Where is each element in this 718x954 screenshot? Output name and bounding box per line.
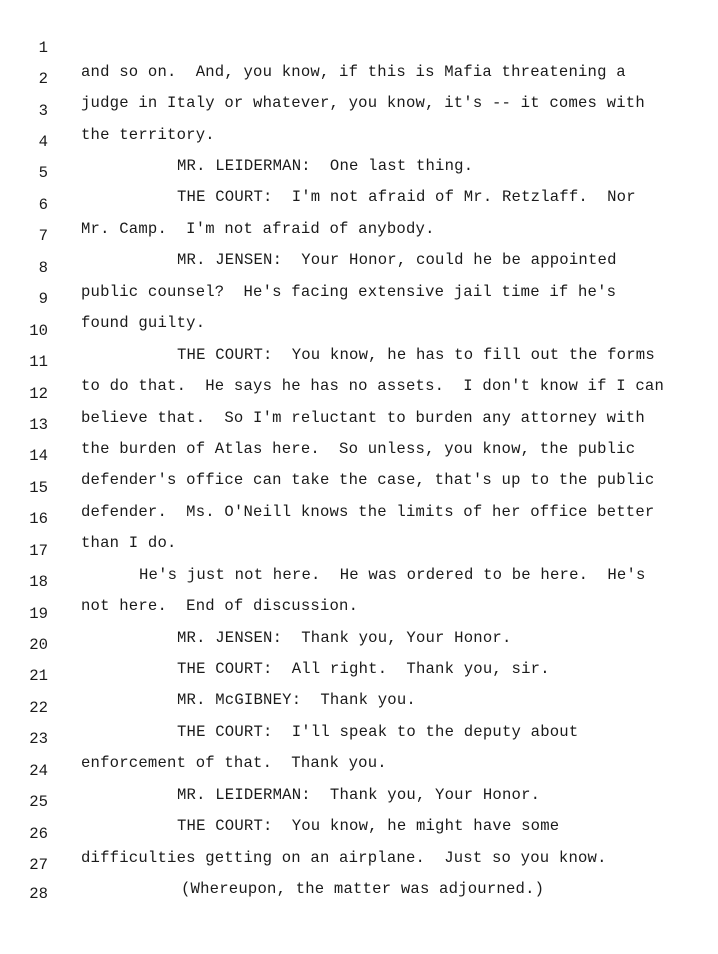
line-number: 15 bbox=[29, 479, 48, 497]
line-text: (Whereupon, the matter was adjourned.) bbox=[181, 880, 545, 898]
line-text: not here. End of discussion. bbox=[81, 597, 359, 615]
line-number: 6 bbox=[38, 196, 48, 214]
line-number: 17 bbox=[29, 542, 48, 560]
line-number: 1 bbox=[38, 39, 48, 57]
line-text: MR. LEIDERMAN: One last thing. bbox=[177, 157, 474, 175]
line-text: THE COURT: You know, he might have some bbox=[177, 817, 560, 835]
line-text: found guilty. bbox=[81, 314, 206, 332]
line-text: enforcement of that. Thank you. bbox=[81, 754, 387, 772]
line-number: 18 bbox=[29, 573, 48, 591]
line-text: defender. Ms. O'Neill knows the limits of her office better bbox=[81, 503, 655, 521]
line-number: 25 bbox=[29, 793, 48, 811]
line-text: defender's office can take the case, that's up to the public bbox=[81, 471, 655, 489]
line-number: 5 bbox=[38, 164, 48, 182]
line-text: He's just not here. He was ordered to be here. He's bbox=[139, 566, 646, 584]
line-number: 7 bbox=[38, 227, 48, 245]
line-number: 20 bbox=[29, 636, 48, 654]
line-text: THE COURT: I'm not afraid of Mr. Retzlaff. Nor bbox=[177, 188, 636, 206]
line-text: MR. JENSEN: Thank you, Your Honor. bbox=[177, 629, 512, 647]
line-number: 24 bbox=[29, 762, 48, 780]
line-text: THE COURT: All right. Thank you, sir. bbox=[177, 660, 550, 678]
line-number: 11 bbox=[29, 353, 48, 371]
line-number: 14 bbox=[29, 447, 48, 465]
line-number: 23 bbox=[29, 730, 48, 748]
line-number: 16 bbox=[29, 510, 48, 528]
line-number: 12 bbox=[29, 385, 48, 403]
line-number: 9 bbox=[38, 290, 48, 308]
line-number: 10 bbox=[29, 322, 48, 340]
line-text: MR. LEIDERMAN: Thank you, Your Honor. bbox=[177, 786, 541, 804]
line-text: MR. McGIBNEY: Thank you. bbox=[177, 691, 416, 709]
line-text: the burden of Atlas here. So unless, you know, the public bbox=[81, 440, 636, 458]
line-text: difficulties getting on an airplane. Just so you know. bbox=[81, 849, 607, 867]
line-number: 26 bbox=[29, 825, 48, 843]
line-number: 19 bbox=[29, 605, 48, 623]
line-number: 22 bbox=[29, 699, 48, 717]
line-number: 3 bbox=[38, 102, 48, 120]
line-text: THE COURT: I'll speak to the deputy about bbox=[177, 723, 579, 741]
line-number: 13 bbox=[29, 416, 48, 434]
line-text: believe that. So I'm reluctant to burden any attorney with bbox=[81, 409, 645, 427]
line-number: 28 bbox=[29, 885, 48, 903]
line-text: than I do. bbox=[81, 534, 177, 552]
line-text: judge in Italy or whatever, you know, it's -- it comes with bbox=[81, 94, 645, 112]
line-text: Mr. Camp. I'm not afraid of anybody. bbox=[81, 220, 435, 238]
line-number: 21 bbox=[29, 667, 48, 685]
line-number: 2 bbox=[38, 70, 48, 88]
line-text: public counsel? He's facing extensive jail time if he's bbox=[81, 283, 617, 301]
line-text: MR. JENSEN: Your Honor, could he be appointed bbox=[177, 251, 617, 269]
line-text: and so on. And, you know, if this is Mafia threatening a bbox=[81, 63, 626, 81]
line-text: to do that. He says he has no assets. I don't know if I can bbox=[81, 377, 665, 395]
line-number: 8 bbox=[38, 259, 48, 277]
line-text: the territory. bbox=[81, 126, 215, 144]
line-number: 27 bbox=[29, 856, 48, 874]
transcript-line bbox=[0, 12, 718, 81]
line-text: THE COURT: You know, he has to fill out the forms bbox=[177, 346, 655, 364]
line-number: 4 bbox=[38, 133, 48, 151]
